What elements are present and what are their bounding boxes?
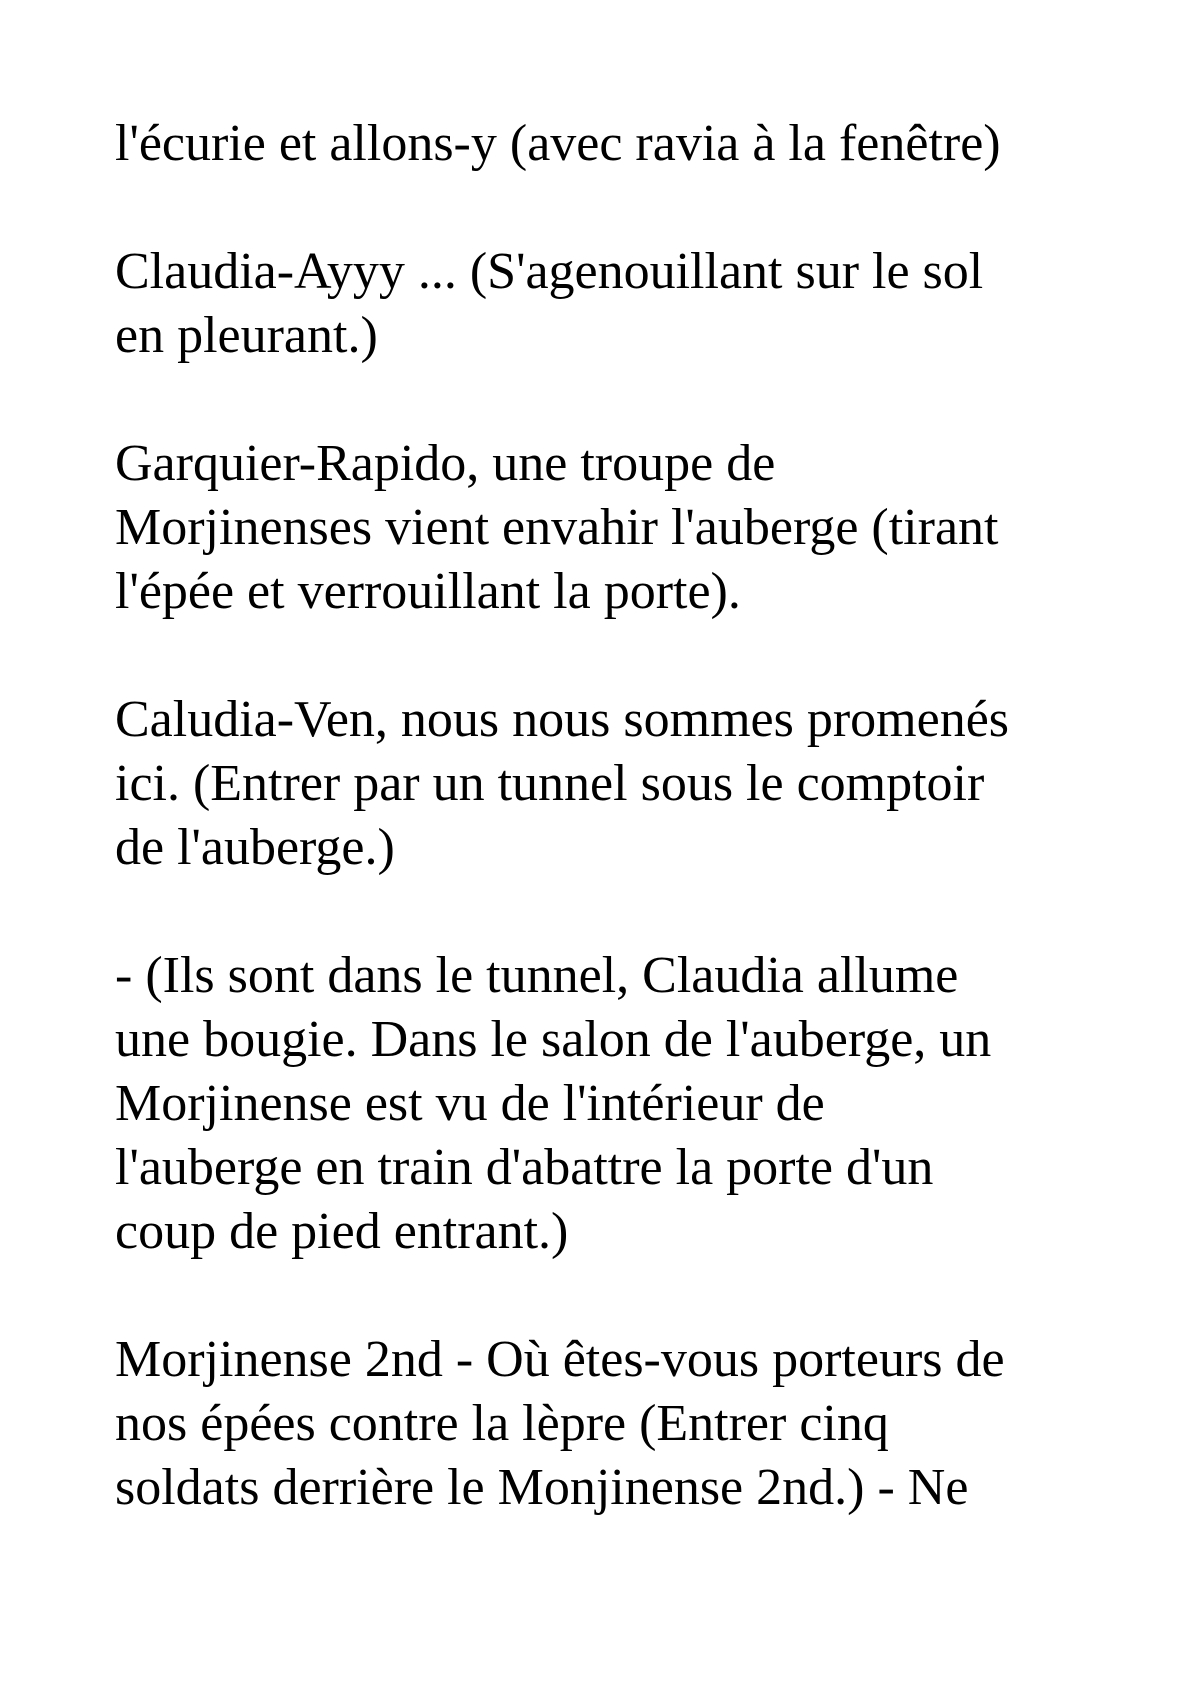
text-line: Morjinense 2nd - Où êtes-vous porteurs de [115,1331,1005,1388]
text-line: Caludia-Ven, nous nous sommes promenés [115,691,1010,748]
text-line: de l'auberge.) [115,819,395,876]
paragraph-stable [115,112,1115,176]
text-line: coup de pied entrant.) [115,1203,569,1260]
text-line: l'écurie et allons-y (avec ravia à la fenêtre) [115,115,1001,172]
paragraph-tunnel-scene [115,944,1115,1264]
text-line: - (Ils sont dans le tunnel, Claudia allume [115,947,959,1004]
paragraph-morjinense-2nd [115,1328,1115,1520]
document-page [115,112,1115,1584]
text-line: en pleurant.) [115,307,378,364]
text-line: l'auberge en train d'abattre la porte d'un [115,1139,934,1196]
paragraph-garquier-rapido [115,432,1115,624]
paragraph-caludia-ven [115,688,1115,880]
text-line: l'épée et verrouillant la porte). [115,563,741,620]
text-line: Morjinenses vient envahir l'auberge (tirant [115,499,999,556]
text-line: une bougie. Dans le salon de l'auberge, un [115,1011,992,1068]
text-line: nos épées contre la lèpre (Entrer cinq [115,1395,889,1452]
text-line: ici. (Entrer par un tunnel sous le comptoir [115,755,985,812]
text-line: Claudia-Ayyy ... (S'agenouillant sur le sol [115,243,984,300]
text-line: soldats derrière le Monjinense 2nd.) - Ne [115,1459,969,1516]
text-line: Morjinense est vu de l'intérieur de [115,1075,825,1132]
paragraph-claudia-ayyy [115,240,1115,368]
text-line: Garquier-Rapido, une troupe de [115,435,776,492]
